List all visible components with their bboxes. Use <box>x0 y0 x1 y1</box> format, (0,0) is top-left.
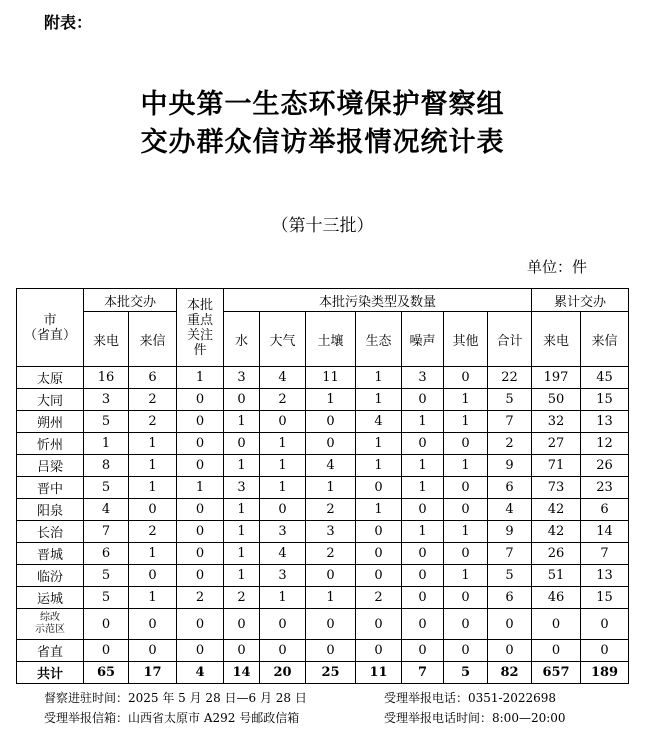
value-cell: 1 <box>402 455 444 477</box>
value-cell: 1 <box>356 455 402 477</box>
value-cell: 0 <box>306 411 356 433</box>
value-cell: 20 <box>260 662 306 684</box>
value-cell: 3 <box>224 367 260 389</box>
value-cell: 0 <box>356 477 402 499</box>
table-row <box>17 521 629 543</box>
header-cum-letter: 来信 <box>581 312 629 367</box>
value-cell: 3 <box>402 367 444 389</box>
value-cell: 5 <box>84 587 129 609</box>
value-cell: 46 <box>532 587 581 609</box>
value-cell: 1 <box>129 477 177 499</box>
header-letter: 来信 <box>129 312 177 367</box>
value-cell: 0 <box>84 640 129 662</box>
value-cell: 0 <box>177 640 224 662</box>
value-cell: 2 <box>177 587 224 609</box>
header-water: 水 <box>224 312 260 367</box>
value-cell: 2 <box>129 389 177 411</box>
value-cell: 0 <box>356 521 402 543</box>
value-cell: 23 <box>581 477 629 499</box>
value-cell: 2 <box>224 587 260 609</box>
value-cell: 0 <box>444 499 488 521</box>
unit-label: 单位：件 <box>527 258 588 276</box>
value-cell: 11 <box>356 662 402 684</box>
value-cell: 197 <box>532 367 581 389</box>
table-body <box>17 367 629 684</box>
header-ecology: 生态 <box>356 312 402 367</box>
value-cell: 0 <box>402 499 444 521</box>
city-cell: 忻州 <box>17 433 84 455</box>
value-cell: 0 <box>444 543 488 565</box>
value-cell: 1 <box>129 587 177 609</box>
value-cell: 6 <box>129 367 177 389</box>
header-group-cumulative: 累计交办 <box>532 289 629 312</box>
value-cell: 1 <box>224 565 260 587</box>
table-row <box>17 640 629 662</box>
value-cell: 0 <box>129 640 177 662</box>
value-cell: 5 <box>488 565 532 587</box>
value-cell: 1 <box>356 389 402 411</box>
value-cell: 0 <box>177 543 224 565</box>
value-cell: 1 <box>224 455 260 477</box>
value-cell: 0 <box>177 433 224 455</box>
value-cell: 1 <box>260 587 306 609</box>
value-cell: 3 <box>306 521 356 543</box>
value-cell: 0 <box>402 609 444 640</box>
value-cell: 45 <box>581 367 629 389</box>
value-cell: 13 <box>581 411 629 433</box>
value-cell: 1 <box>444 411 488 433</box>
value-cell: 5 <box>84 565 129 587</box>
value-cell: 2 <box>306 543 356 565</box>
value-cell: 0 <box>129 565 177 587</box>
value-cell: 1 <box>129 433 177 455</box>
value-cell: 3 <box>84 389 129 411</box>
table-row <box>17 367 629 389</box>
value-cell: 1 <box>356 367 402 389</box>
table-row <box>17 609 629 640</box>
value-cell: 6 <box>84 543 129 565</box>
value-cell: 2 <box>306 499 356 521</box>
value-cell: 0 <box>444 477 488 499</box>
value-cell: 4 <box>488 499 532 521</box>
value-cell: 32 <box>532 411 581 433</box>
header-air: 大气 <box>260 312 306 367</box>
header-soil: 土壤 <box>306 312 356 367</box>
value-cell: 0 <box>444 587 488 609</box>
value-cell: 22 <box>488 367 532 389</box>
header-city-text: 市 （省直） <box>23 312 76 343</box>
value-cell: 1 <box>129 455 177 477</box>
city-cell: 晋城 <box>17 543 84 565</box>
value-cell: 7 <box>581 543 629 565</box>
value-cell: 1 <box>224 521 260 543</box>
value-cell: 71 <box>532 455 581 477</box>
value-cell: 0 <box>84 609 129 640</box>
header-cum-phone: 来电 <box>532 312 581 367</box>
footer-hotline: 受理举报电话：0351-2022698 <box>384 691 557 705</box>
table-row <box>17 433 629 455</box>
header-key-concern-text: 本批 重点 关注 件 <box>187 297 214 358</box>
value-cell: 4 <box>177 662 224 684</box>
value-cell: 0 <box>177 499 224 521</box>
value-cell: 0 <box>402 640 444 662</box>
value-cell: 0 <box>177 411 224 433</box>
value-cell: 0 <box>260 609 306 640</box>
value-cell: 1 <box>260 433 306 455</box>
value-cell: 0 <box>306 609 356 640</box>
header-group-assigned: 本批交办 <box>84 289 177 312</box>
value-cell: 0 <box>444 433 488 455</box>
value-cell: 0 <box>260 411 306 433</box>
value-cell: 26 <box>532 543 581 565</box>
value-cell: 1 <box>402 477 444 499</box>
value-cell: 17 <box>129 662 177 684</box>
value-cell: 3 <box>260 565 306 587</box>
city-cell: 共计 <box>17 662 84 684</box>
attachment-label: 附表： <box>44 13 93 32</box>
value-cell: 0 <box>224 640 260 662</box>
city-cell: 长治 <box>17 521 84 543</box>
value-cell: 0 <box>356 565 402 587</box>
footer-period: 督察进驻时间：2025 年 5 月 28 日—6 月 28 日 <box>44 691 307 705</box>
value-cell: 1 <box>260 477 306 499</box>
value-cell: 0 <box>306 640 356 662</box>
value-cell: 25 <box>306 662 356 684</box>
value-cell: 1 <box>84 433 129 455</box>
value-cell: 15 <box>581 587 629 609</box>
value-cell: 5 <box>84 411 129 433</box>
value-cell: 0 <box>402 389 444 411</box>
table-row <box>17 587 629 609</box>
value-cell: 1 <box>444 565 488 587</box>
value-cell: 1 <box>444 455 488 477</box>
value-cell: 2 <box>129 411 177 433</box>
city-cell: 运城 <box>17 587 84 609</box>
value-cell: 0 <box>224 389 260 411</box>
value-cell: 5 <box>84 477 129 499</box>
value-cell: 0 <box>444 609 488 640</box>
city-cell: 阳泉 <box>17 499 84 521</box>
value-cell: 1 <box>444 389 488 411</box>
value-cell: 4 <box>260 367 306 389</box>
value-cell: 1 <box>129 543 177 565</box>
value-cell: 7 <box>402 662 444 684</box>
value-cell: 0 <box>177 455 224 477</box>
value-cell: 0 <box>488 609 532 640</box>
value-cell: 0 <box>402 543 444 565</box>
value-cell: 9 <box>488 455 532 477</box>
value-cell: 0 <box>177 609 224 640</box>
value-cell: 2 <box>488 433 532 455</box>
value-cell: 0 <box>177 389 224 411</box>
city-cell: 临汾 <box>17 565 84 587</box>
value-cell: 0 <box>356 640 402 662</box>
value-cell: 5 <box>444 662 488 684</box>
value-cell: 14 <box>224 662 260 684</box>
value-cell: 2 <box>129 521 177 543</box>
table-row <box>17 543 629 565</box>
header-phone: 来电 <box>84 312 129 367</box>
footer-mailbox: 受理举报信箱：山西省太原市 A292 号邮政信箱 <box>44 711 300 725</box>
value-cell: 0 <box>260 499 306 521</box>
value-cell: 0 <box>177 565 224 587</box>
value-cell: 0 <box>260 640 306 662</box>
value-cell: 1 <box>224 543 260 565</box>
table-row <box>17 565 629 587</box>
city-cell: 综改 示范区 <box>17 609 84 640</box>
city-cell: 大同 <box>17 389 84 411</box>
value-cell: 0 <box>402 587 444 609</box>
value-cell: 4 <box>356 411 402 433</box>
value-cell: 73 <box>532 477 581 499</box>
value-cell: 0 <box>129 609 177 640</box>
city-cell: 太原 <box>17 367 84 389</box>
value-cell: 11 <box>306 367 356 389</box>
table-row <box>17 455 629 477</box>
batch-label: （第十三批） <box>271 216 374 236</box>
value-cell: 1 <box>356 433 402 455</box>
value-cell: 7 <box>84 521 129 543</box>
value-cell: 15 <box>581 389 629 411</box>
header-group-pollution: 本批污染类型及数量 <box>224 289 532 312</box>
header-city <box>17 289 84 367</box>
value-cell: 42 <box>532 521 581 543</box>
value-cell: 0 <box>306 565 356 587</box>
table-row <box>17 477 629 499</box>
city-cell: 吕梁 <box>17 455 84 477</box>
value-cell: 6 <box>488 587 532 609</box>
value-cell: 1 <box>177 477 224 499</box>
header-key-concern <box>177 289 224 367</box>
value-cell: 27 <box>532 433 581 455</box>
value-cell: 0 <box>402 565 444 587</box>
value-cell: 2 <box>356 587 402 609</box>
value-cell: 6 <box>488 477 532 499</box>
value-cell: 0 <box>224 609 260 640</box>
value-cell: 4 <box>84 499 129 521</box>
value-cell: 7 <box>488 543 532 565</box>
value-cell: 0 <box>581 609 629 640</box>
value-cell: 7 <box>488 411 532 433</box>
city-cell: 省直 <box>17 640 84 662</box>
value-cell: 0 <box>402 433 444 455</box>
value-cell: 0 <box>532 609 581 640</box>
value-cell: 0 <box>129 499 177 521</box>
table-row <box>17 411 629 433</box>
value-cell: 4 <box>260 543 306 565</box>
footer-hotline-hours: 受理举报电话时间：8:00—20:00 <box>384 711 566 725</box>
value-cell: 26 <box>581 455 629 477</box>
value-cell: 0 <box>224 433 260 455</box>
title-line-1: 中央第一生态环境保护督察组 <box>140 89 505 120</box>
value-cell: 3 <box>260 521 306 543</box>
value-cell: 50 <box>532 389 581 411</box>
value-cell: 6 <box>581 499 629 521</box>
value-cell: 0 <box>356 543 402 565</box>
value-cell: 0 <box>532 640 581 662</box>
value-cell: 51 <box>532 565 581 587</box>
value-cell: 4 <box>306 455 356 477</box>
value-cell: 0 <box>444 640 488 662</box>
value-cell: 2 <box>260 389 306 411</box>
value-cell: 0 <box>581 640 629 662</box>
value-cell: 8 <box>84 455 129 477</box>
value-cell: 1 <box>306 389 356 411</box>
value-cell: 16 <box>84 367 129 389</box>
city-cell: 朔州 <box>17 411 84 433</box>
value-cell: 1 <box>356 499 402 521</box>
value-cell: 1 <box>260 455 306 477</box>
value-cell: 189 <box>581 662 629 684</box>
value-cell: 0 <box>444 367 488 389</box>
value-cell: 1 <box>224 411 260 433</box>
value-cell: 13 <box>581 565 629 587</box>
value-cell: 65 <box>84 662 129 684</box>
value-cell: 1 <box>444 521 488 543</box>
value-cell: 3 <box>224 477 260 499</box>
value-cell: 82 <box>488 662 532 684</box>
header-subtotal: 合计 <box>488 312 532 367</box>
value-cell: 5 <box>488 389 532 411</box>
header-other: 其他 <box>444 312 488 367</box>
total-row <box>17 662 629 684</box>
value-cell: 9 <box>488 521 532 543</box>
table-row <box>17 389 629 411</box>
value-cell: 1 <box>306 587 356 609</box>
value-cell: 1 <box>177 367 224 389</box>
value-cell: 14 <box>581 521 629 543</box>
value-cell: 12 <box>581 433 629 455</box>
value-cell: 0 <box>488 640 532 662</box>
value-cell: 1 <box>402 411 444 433</box>
value-cell: 1 <box>224 499 260 521</box>
table-row <box>17 499 629 521</box>
value-cell: 1 <box>306 477 356 499</box>
header-noise: 噪声 <box>402 312 444 367</box>
title-line-2: 交办群众信访举报情况统计表 <box>140 127 505 158</box>
value-cell: 1 <box>402 521 444 543</box>
value-cell: 657 <box>532 662 581 684</box>
value-cell: 0 <box>356 609 402 640</box>
city-cell: 晋中 <box>17 477 84 499</box>
value-cell: 42 <box>532 499 581 521</box>
value-cell: 0 <box>177 521 224 543</box>
value-cell: 0 <box>306 433 356 455</box>
statistics-table <box>16 288 629 684</box>
